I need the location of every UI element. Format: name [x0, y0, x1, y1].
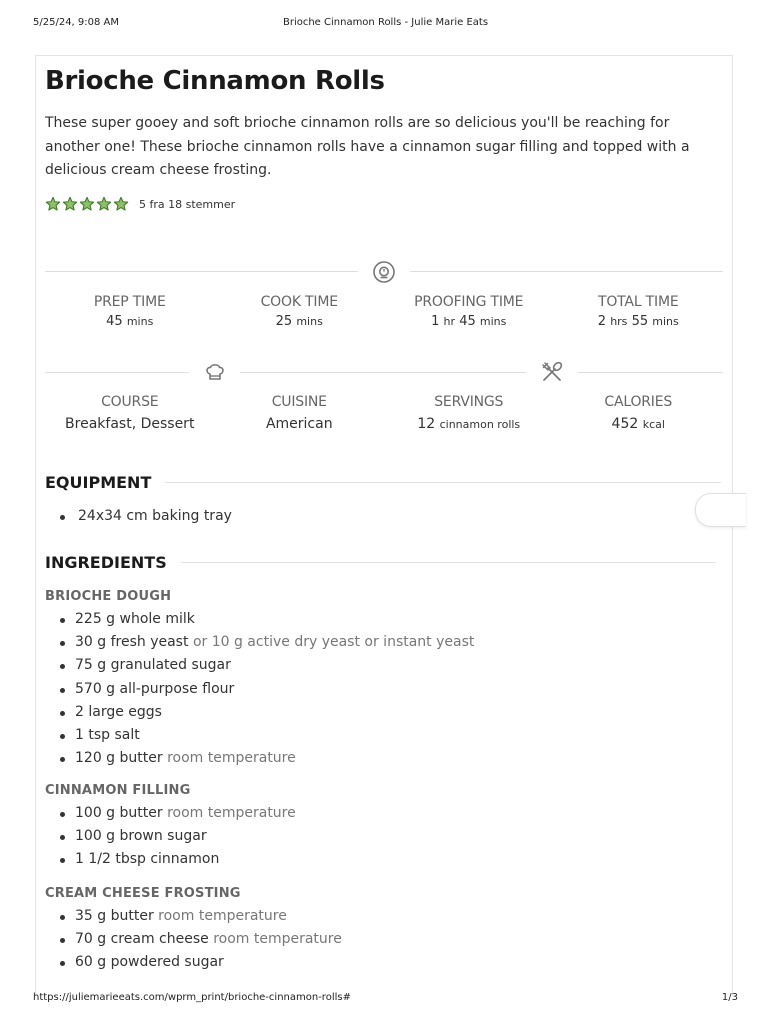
ingredient-item — [45, 802, 296, 825]
detail-value-text: 12 — [417, 416, 436, 432]
detail-calories — [554, 394, 724, 432]
detail-unit: cinnamon rolls — [439, 418, 521, 431]
print-date: 5/25/24, 9:08 AM — [33, 17, 120, 28]
time-item — [554, 294, 724, 329]
detail-cuisine — [215, 394, 385, 432]
time-unit: mins — [296, 315, 323, 328]
ingredient-item — [45, 654, 474, 677]
time-item — [45, 294, 215, 329]
detail-label: CALORIES — [604, 394, 673, 410]
time-number: 25 — [275, 314, 293, 329]
detail-value-text: Breakfast, Dessert — [65, 416, 195, 432]
time-label: TOTAL TIME — [598, 294, 679, 310]
detail-value — [384, 416, 554, 432]
ingredient-item — [45, 701, 474, 724]
time-value — [554, 314, 724, 329]
ingredient-group-heading: CREAM CHEESE FROSTING — [45, 886, 241, 901]
equipment-list — [45, 505, 232, 528]
ingredient-text: 2 large eggs — [75, 703, 162, 720]
chef-hat-icon — [202, 359, 228, 385]
time-label: PROOFING TIME — [414, 294, 524, 310]
time-number: 45 — [459, 314, 476, 329]
ingredient-text: 75 g granulated sugar — [75, 657, 231, 674]
divider — [578, 372, 723, 373]
time-number: 2 — [597, 314, 607, 329]
time-value — [215, 314, 385, 329]
recipe-times — [45, 294, 723, 329]
time-number: 55 — [631, 314, 649, 329]
page-number: 1/3 — [721, 992, 738, 1003]
detail-course — [45, 394, 215, 432]
equipment-heading — [45, 473, 721, 492]
equipment-item-text: 24x34 cm baking tray — [78, 508, 232, 524]
time-item — [215, 294, 385, 329]
divider — [181, 562, 716, 563]
rating-stars[interactable] — [45, 196, 129, 212]
divider — [165, 482, 721, 483]
time-unit: hrs — [610, 315, 628, 328]
ingredient-list — [45, 802, 296, 872]
ingredient-text: 60 g powdered sugar — [75, 954, 224, 971]
time-label: PREP TIME — [93, 294, 166, 310]
detail-value — [215, 416, 385, 432]
detail-unit: kcal — [642, 418, 665, 431]
ingredient-item — [45, 608, 474, 631]
ingredient-note: or 10 g active dry yeast or instant yeast — [192, 634, 475, 651]
time-value — [45, 314, 215, 329]
recipe-details — [45, 394, 723, 432]
equipment-heading-text: EQUIPMENT — [45, 473, 152, 492]
ingredient-text: 100 g butter — [75, 805, 163, 821]
time-unit: mins — [479, 315, 507, 328]
ingredient-text: 225 g whole milk — [75, 611, 195, 627]
time-unit: hr — [443, 315, 456, 328]
recipe-summary: These super gooey and soft brioche cinnamon rolls are so delicious you'll be reaching for another one! These brioche cinnamon rolls have a cinnamon sugar filling and topped with a delicious cream cheese frosting. — [45, 115, 690, 178]
time-unit: mins — [652, 315, 679, 328]
star-icon[interactable] — [79, 196, 95, 212]
ingredient-text: 1 tsp salt — [75, 726, 140, 743]
detail-value — [45, 416, 215, 432]
divider — [240, 372, 526, 373]
ingredient-note: room temperature — [167, 750, 296, 767]
detail-value-text: American — [265, 416, 333, 432]
ingredient-item — [45, 951, 342, 974]
timer-icon — [371, 259, 397, 285]
recipe-title: Brioche Cinnamon Rolls — [45, 66, 385, 96]
divider — [410, 271, 723, 272]
ingredient-item — [45, 747, 474, 770]
ingredient-item — [45, 905, 342, 928]
star-icon[interactable] — [45, 196, 61, 212]
time-unit: mins — [126, 315, 154, 328]
ingredient-item — [45, 825, 296, 848]
ingredient-list — [45, 905, 342, 975]
ingredient-note: room temperature — [213, 931, 342, 948]
time-number: 45 — [106, 314, 123, 329]
divider — [45, 372, 189, 373]
detail-label: SERVINGS — [434, 394, 504, 410]
star-icon[interactable] — [62, 196, 78, 212]
ingredient-item — [45, 928, 342, 951]
ingredient-text: 100 g brown sugar — [75, 828, 207, 845]
ingredient-note: room temperature — [158, 908, 287, 924]
detail-value — [554, 416, 724, 432]
side-tab[interactable] — [695, 493, 746, 527]
ingredient-text: 120 g butter — [75, 750, 163, 767]
print-header — [33, 17, 738, 31]
ingredient-group-heading: CINNAMON FILLING — [45, 783, 191, 798]
ingredient-text: 570 g all-purpose flour — [75, 680, 235, 697]
ingredient-note: room temperature — [167, 805, 296, 821]
equipment-item — [45, 505, 232, 528]
ingredient-text: 70 g cream cheese — [75, 931, 209, 948]
detail-value-text: 452 — [611, 416, 639, 432]
ingredient-group-heading: BRIOCHE DOUGH — [45, 589, 172, 604]
time-label: COOK TIME — [260, 294, 338, 310]
ingredient-item — [45, 678, 474, 701]
ingredient-item — [45, 631, 474, 654]
ingredients-heading-text: INGREDIENTS — [45, 553, 167, 572]
divider — [45, 271, 358, 272]
print-footer — [33, 992, 738, 1006]
recipe-rating[interactable] — [45, 194, 235, 214]
time-value — [384, 314, 554, 329]
star-icon[interactable] — [96, 196, 112, 212]
cutlery-icon — [539, 359, 565, 385]
detail-label: CUISINE — [271, 394, 327, 410]
detail-label: COURSE — [101, 394, 159, 410]
ingredient-list — [45, 608, 474, 770]
star-icon[interactable] — [113, 196, 129, 212]
ingredient-text: 35 g butter — [75, 908, 154, 924]
detail-servings — [384, 394, 554, 432]
ingredient-text: 30 g fresh yeast — [75, 634, 189, 651]
print-page-title: Brioche Cinnamon Rolls - Julie Marie Eats — [282, 17, 489, 28]
time-number: 1 — [431, 314, 440, 329]
ingredient-text: 1 1/2 tbsp cinnamon — [75, 851, 220, 868]
ingredient-item — [45, 848, 296, 871]
print-url: https://juliemarieeats.com/wprm_print/brioche-cinnamon-rolls# — [33, 992, 351, 1003]
ingredients-heading — [45, 553, 716, 572]
time-item — [384, 294, 554, 329]
rating-text: 5 fra 18 stemmer — [139, 197, 236, 211]
ingredient-item — [45, 724, 474, 747]
